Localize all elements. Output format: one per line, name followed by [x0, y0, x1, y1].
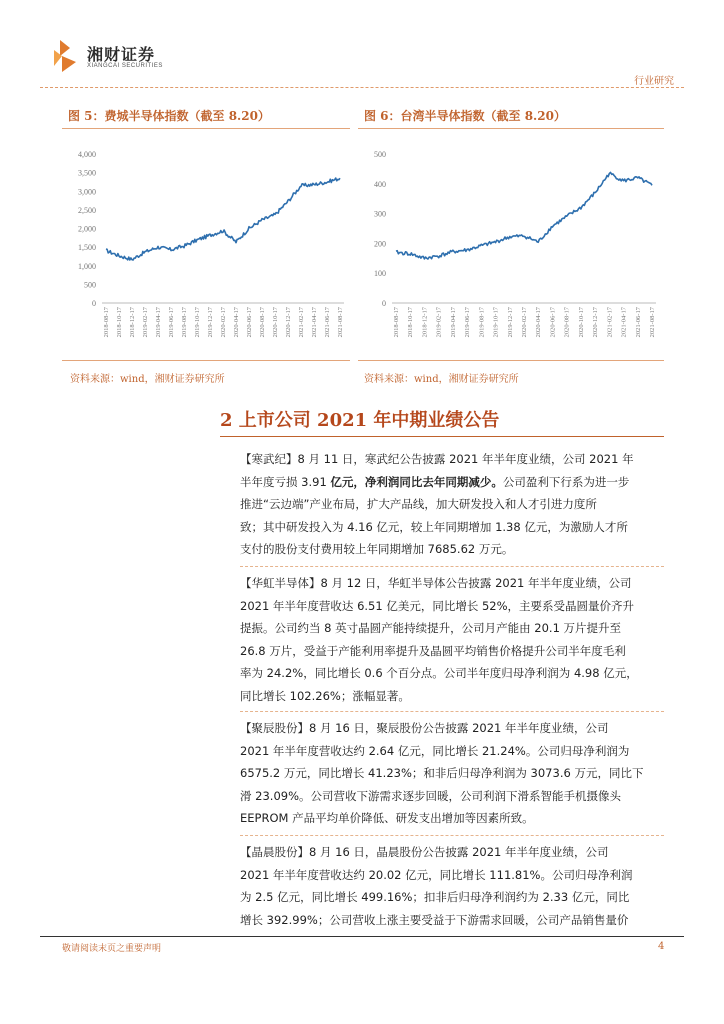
paragraph-giantec: [240, 717, 664, 830]
y-tick-label: 3,500: [78, 168, 96, 178]
para-line: 致；其中研发投入为 4.16 亿元，较上年同期增加 1.38 亿元，为激励人才所: [240, 519, 628, 534]
paragraph-hua-hong: [240, 572, 664, 707]
figure-6-source: 资料来源：wind，湘财证券研究所: [364, 374, 519, 385]
x-tick-label: 2018-10-17: [407, 307, 415, 338]
x-tick-label: 2019-08-17: [181, 307, 188, 338]
y-tick-label: 3,000: [78, 187, 96, 197]
brand-name-en: XIANGCAI SECURITIES: [87, 63, 163, 69]
series-line: [106, 178, 340, 260]
figure-6-bottom-rule: [358, 360, 664, 361]
para-line: 【华虹半导体】8 月 12 日，华虹半导体公告披露 2021 年半年度业绩，公司: [240, 576, 632, 590]
x-tick-label: 2019-04-17: [449, 307, 457, 338]
x-tick-label: 2021-04-17: [311, 307, 318, 338]
paragraph-cambricon: [240, 448, 664, 561]
x-tick-label: 2019-10-17: [492, 307, 500, 338]
para-line: 增长 392.99%；公司营收上涨主要受益于下游需求回暖，公司产品销售量价: [240, 912, 629, 927]
x-tick-label: 2021-04-17: [620, 307, 628, 338]
chart-sox: [66, 140, 350, 352]
x-tick-label: 2019-06-17: [168, 307, 175, 338]
y-tick-label: 4,000: [78, 150, 96, 159]
figure-6-title: 图 6：台湾半导体指数（截至 8.20）: [364, 109, 566, 123]
header-divider: [40, 87, 684, 88]
y-tick-label: 500: [374, 150, 386, 159]
para-line: 2021 年半年度营收达约 20.02 亿元，同比增长 111.81%。公司归母净利润: [240, 867, 633, 882]
para-line: 支付的股份支付费用较上年同期增加 7685.62 万元。: [240, 542, 514, 556]
report-type: 行业研究: [634, 76, 674, 87]
y-tick-label: 200: [374, 239, 386, 249]
y-tick-label: 500: [84, 280, 96, 290]
paragraph-amlogic: [240, 841, 664, 931]
x-tick-label: 2019-06-17: [464, 307, 472, 338]
x-tick-label: 2018-12-17: [421, 307, 429, 338]
paragraph-divider: [240, 711, 664, 712]
x-tick-label: 2020-02-17: [521, 307, 528, 338]
y-tick-label: 1,500: [78, 243, 96, 253]
para-line: 6575.2 万元，同比增长 41.23%；和非后归母净利润为 3073.6 万元，同比下: [240, 766, 644, 780]
x-tick-label: 2021-06-17: [324, 307, 331, 338]
x-tick-label: 2021-08-17: [337, 307, 344, 338]
figure-5-title: 图 5：费城半导体指数（截至 8.20）: [68, 109, 270, 123]
x-tick-label: 2021-02-17: [606, 307, 614, 338]
para-line: 提振。公司约当 8 英寸晶圆产能持续提升，公司月产能由 20.1 万片提升至: [240, 621, 622, 635]
x-tick-label: 2020-08-17: [259, 307, 266, 338]
page-number: 4: [658, 941, 665, 952]
x-tick-label: 2020-08-17: [563, 307, 571, 338]
y-tick-label: 2,000: [78, 224, 96, 234]
y-tick-label: 100: [374, 269, 386, 279]
x-tick-label: 2019-12-17: [506, 307, 514, 338]
x-tick-label: 2021-06-17: [634, 307, 642, 338]
para-line: 2021 年半年度营收达 6.51 亿美元，同比增长 52%，主要系受晶圆量价齐升: [240, 598, 635, 613]
para-line: 同比增长 102.26%；涨幅显著。: [240, 688, 410, 703]
series-line: [396, 172, 652, 259]
para-line: 26.8 万片，受益于产能利用率提升及晶圆平均销售价格提升公司半年度毛利: [240, 643, 626, 658]
brand-name: 湘财证券: [87, 45, 156, 64]
y-tick-label: 1,000: [78, 261, 96, 271]
x-tick-label: 2019-04-17: [155, 307, 162, 338]
y-tick-label: 300: [374, 209, 386, 219]
footer-divider: [40, 936, 684, 937]
x-tick-label: 2018-08-17: [393, 307, 400, 338]
page-header: [0, 0, 724, 96]
y-tick-label: 2,500: [78, 205, 96, 215]
x-tick-label: 2019-08-17: [478, 307, 486, 338]
para-line: 为 2.5 亿元，同比增长 499.16%；扣非后归母净利润约为 2.33 亿元，同比: [240, 890, 630, 904]
paragraph-divider: [240, 835, 664, 836]
para-line: 半年度亏损 3.91 亿元，净利润同比去年同期减少。公司盈利下行系为进一步: [240, 474, 630, 489]
para-line: EEPROM 产品平均单价降低、研发支出增加等因素所致。: [240, 811, 534, 825]
x-tick-label: 2019-10-17: [194, 307, 201, 338]
y-tick-label: 0: [382, 299, 386, 308]
logo-icon: [50, 38, 80, 74]
section-title: 2 上市公司 2021 年中期业绩公告: [220, 410, 500, 431]
y-tick-label: 0: [92, 299, 96, 308]
sox-line-chart: [66, 140, 350, 352]
x-tick-label: 2020-06-17: [246, 307, 253, 338]
x-tick-label: 2021-08-17: [649, 307, 656, 338]
figure-6-title-rule: [358, 128, 664, 129]
figure-5-source: 资料来源：wind，湘财证券研究所: [70, 374, 225, 385]
y-tick-label: 400: [374, 179, 386, 189]
figure-5-title-rule: [62, 128, 350, 129]
para-line: 2021 年半年度营收达约 2.64 亿元，同比增长 21.24%。公司归母净利润为: [240, 743, 630, 758]
x-tick-label: 2018-12-17: [129, 307, 136, 338]
taiwan-semi-line-chart: [362, 140, 662, 352]
para-line: 率为 24.2%，同比增长 0.6 个百分点。公司半年度归母净利润为 4.98 亿元，: [240, 666, 638, 680]
x-tick-label: 2020-12-17: [285, 307, 292, 338]
figure-5-bottom-rule: [62, 360, 350, 361]
chart-taiwan-semi: [362, 140, 662, 352]
paragraph-divider: [240, 566, 664, 567]
x-tick-label: 2020-12-17: [592, 307, 600, 338]
x-tick-label: 2020-06-17: [549, 307, 557, 338]
x-tick-label: 2021-02-17: [298, 307, 305, 338]
x-tick-label: 2020-04-17: [535, 307, 543, 338]
x-tick-label: 2020-10-17: [577, 307, 585, 338]
x-tick-label: 2018-08-17: [103, 307, 110, 338]
para-line: 【寒武纪】8 月 11 日，寒武纪公告披露 2021 年半年度业绩，公司 2021 年: [240, 452, 634, 466]
footer-disclaimer: 敬请阅读末页之重要声明: [62, 944, 162, 954]
x-tick-label: 2019-02-17: [435, 307, 443, 338]
x-tick-label: 2020-02-17: [220, 307, 227, 338]
para-line: 【聚辰股份】8 月 16 日，聚辰股份公告披露 2021 年半年度业绩，公司: [240, 721, 609, 735]
x-tick-label: 2020-10-17: [272, 307, 279, 338]
x-tick-label: 2019-12-17: [207, 307, 214, 338]
para-line: 滑 23.09%。公司营收下游需求逐步回暖，公司利润下滑系智能手机摄像头: [240, 788, 622, 803]
x-tick-label: 2018-10-17: [116, 307, 123, 338]
x-tick-label: 2019-02-17: [142, 307, 149, 338]
section-divider: [220, 436, 664, 437]
para-line: 推进“云边端”产业布局，扩大产品线，加大研发投入和人才引进力度所: [240, 497, 597, 511]
para-line: 【晶晨股份】8 月 16 日，晶晨股份公告披露 2021 年半年度业绩，公司: [240, 845, 609, 859]
x-tick-label: 2020-04-17: [233, 307, 240, 338]
